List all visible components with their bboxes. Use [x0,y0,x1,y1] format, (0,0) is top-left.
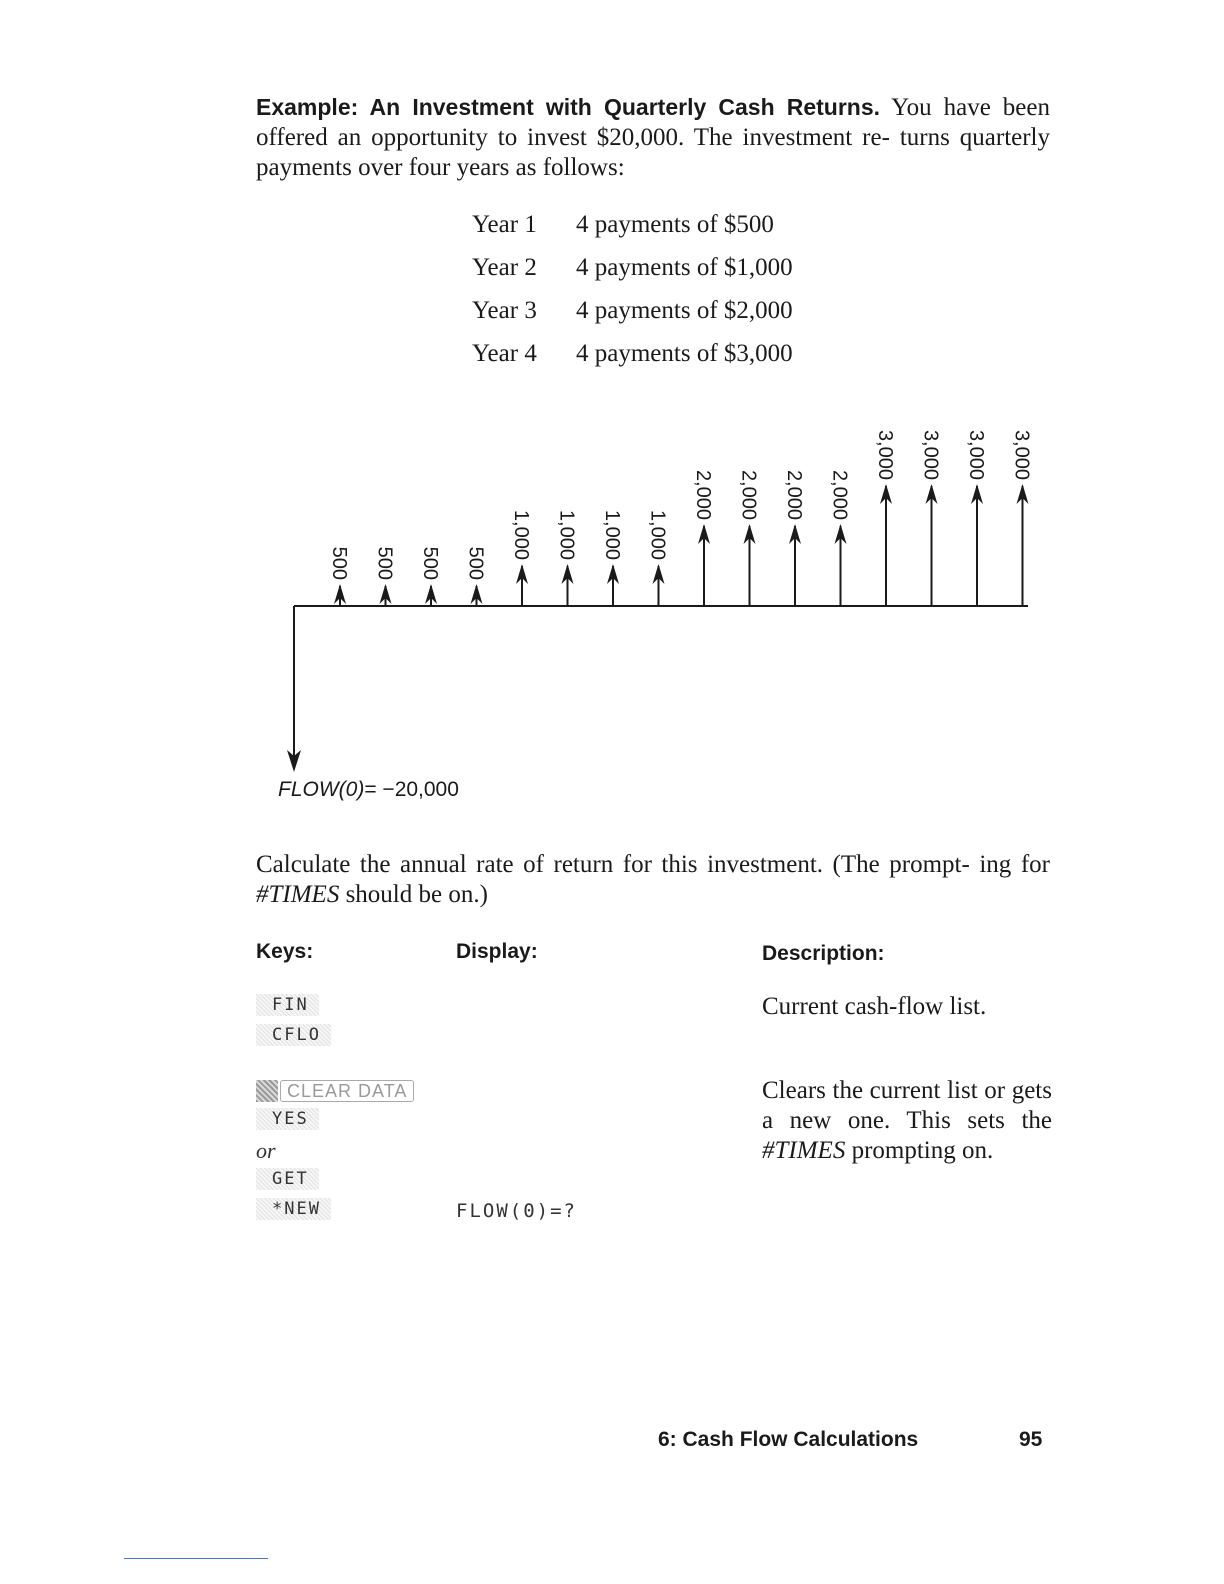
payment-year: Year 1 [472,211,537,238]
new-key[interactable]: *NEW [256,1198,331,1220]
payment-desc: 4 payments of $1,000 [576,254,793,281]
display-header: Display: [456,940,538,963]
initial-flow-label: FLOW(0)= −20,000 [278,778,459,801]
cash-flow-value-label: 3,000 [919,429,942,480]
cash-flow-value-label: 1,000 [601,509,623,560]
or-word: or [256,1138,276,1163]
payment-year: Year 3 [472,297,537,324]
step2-description [762,1076,1052,1166]
page-number: 95 [1019,1428,1043,1451]
payment-desc: 4 payments of $2,000 [576,297,793,324]
cash-flow-value-label: 2,000 [737,469,760,520]
shift-key[interactable] [256,1080,278,1102]
payment-desc: 4 payments of $500 [576,211,774,238]
payment-desc: 4 payments of $3,000 [576,340,793,367]
step2-keys [256,1080,414,1228]
yes-key[interactable]: YES [256,1108,319,1130]
clear-data-key[interactable]: CLEAR DATA [280,1080,414,1102]
payment-year: Year 4 [472,340,537,367]
payment-year: Year 2 [472,254,537,281]
example-title: Example: An Investment with Quarterly Cash Returns. [256,94,881,120]
fin-key[interactable]: FIN [256,994,319,1016]
question-times-keyword: #TIMES [256,881,340,908]
cash-flow-value-label: 2,000 [828,469,851,520]
cash-flow-value-label: 3,000 [965,429,987,480]
cash-flow-value-label: 3,000 [874,429,896,480]
cash-flow-value-label: 2,000 [692,469,714,520]
cash-flow-value-label: 2,000 [783,469,805,520]
step1-description: Current cash-flow list. [762,993,987,1020]
description-header: Description: [762,942,885,965]
cash-flow-value-label: 500 [328,546,350,580]
step2-description-a: Clears the current list or gets a new one. This sets the [762,1077,1052,1134]
cash-flow-value-label: 3,000 [1010,429,1033,480]
chapter-title: 6: Cash Flow Calculations [658,1428,919,1451]
question-text-b-after: should be on.) [339,881,488,908]
step1-keys [256,994,331,1054]
question-paragraph [256,850,1050,910]
cash-flow-value-label: 1,000 [510,509,532,560]
question-text-b-before: ing for [979,851,1050,878]
keys-header: Keys: [256,940,314,963]
blue-rule [124,1558,268,1559]
cash-flow-value-label: 500 [419,546,441,580]
cash-flow-value-label: 1,000 [555,509,578,560]
cash-flow-value-label: 1,000 [646,509,669,560]
intro-text-a: You have been offered an opportunity to invest $20,000. The investment re- [256,94,1050,151]
step2-description-b: prompting on. [845,1137,994,1164]
get-key[interactable]: GET [256,1168,319,1190]
question-text-a: Calculate the annual rate of return for this investment. (The prompt- [256,851,970,878]
intro-text-b: turns quarterly payments over four years as follows: [256,124,1051,181]
cash-flow-value-label: 500 [373,546,396,580]
flow-display: FLOW(0)=? [456,1200,577,1222]
cflo-key[interactable]: CFLO [256,1024,331,1046]
step2-times-keyword: #TIMES [762,1137,846,1164]
cash-flow-value-label: 500 [464,546,487,580]
